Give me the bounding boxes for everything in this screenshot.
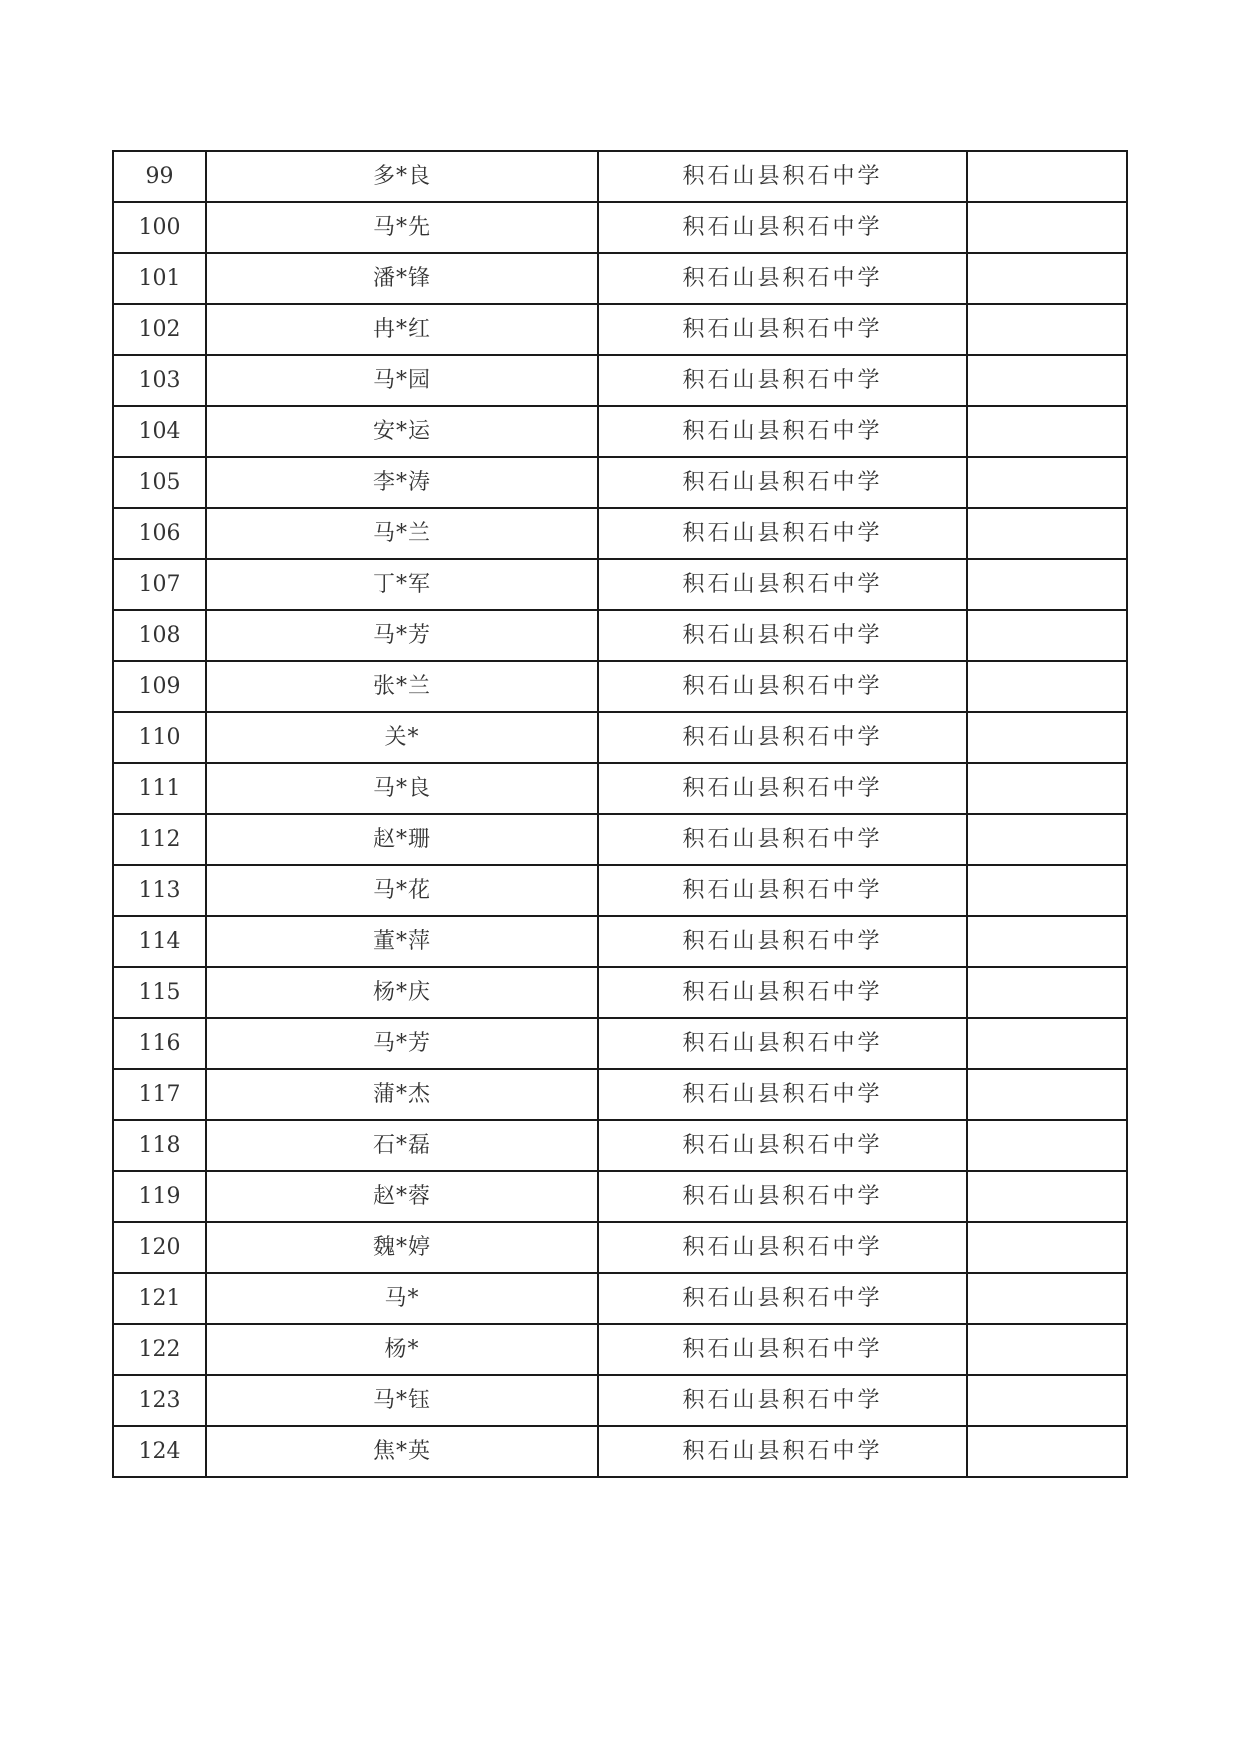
school-name-cell: 积石山县积石中学	[598, 457, 967, 508]
row-number-cell: 105	[113, 457, 206, 508]
table-row	[113, 1120, 1127, 1171]
row-number-cell: 121	[113, 1273, 206, 1324]
person-name-cell: 张*兰	[206, 661, 598, 712]
remarks-cell	[967, 1324, 1127, 1375]
school-name-cell: 积石山县积石中学	[598, 712, 967, 763]
row-number-cell: 124	[113, 1426, 206, 1477]
remarks-cell	[967, 661, 1127, 712]
table-row	[113, 457, 1127, 508]
remarks-cell	[967, 1222, 1127, 1273]
row-number-cell: 108	[113, 610, 206, 661]
school-name-cell: 积石山县积石中学	[598, 1171, 967, 1222]
row-number-cell: 106	[113, 508, 206, 559]
remarks-cell	[967, 1375, 1127, 1426]
table-row	[113, 304, 1127, 355]
remarks-cell	[967, 253, 1127, 304]
school-name-cell: 积石山县积石中学	[598, 916, 967, 967]
person-name-cell: 石*磊	[206, 1120, 598, 1171]
remarks-cell	[967, 1069, 1127, 1120]
person-name-cell: 杨*	[206, 1324, 598, 1375]
school-name-cell: 积石山县积石中学	[598, 610, 967, 661]
person-name-cell: 马*良	[206, 763, 598, 814]
row-number-cell: 111	[113, 763, 206, 814]
school-name-cell: 积石山县积石中学	[598, 1375, 967, 1426]
school-name-cell: 积石山县积石中学	[598, 1324, 967, 1375]
table-row	[113, 151, 1127, 202]
row-number-cell: 123	[113, 1375, 206, 1426]
table-row	[113, 1018, 1127, 1069]
table-row	[113, 202, 1127, 253]
school-name-cell: 积石山县积石中学	[598, 253, 967, 304]
table-row	[113, 1222, 1127, 1273]
remarks-cell	[967, 916, 1127, 967]
remarks-cell	[967, 967, 1127, 1018]
table-row	[113, 1273, 1127, 1324]
school-name-cell: 积石山县积石中学	[598, 508, 967, 559]
remarks-cell	[967, 151, 1127, 202]
row-number-cell: 107	[113, 559, 206, 610]
person-name-cell: 马*园	[206, 355, 598, 406]
row-number-cell: 117	[113, 1069, 206, 1120]
row-number-cell: 99	[113, 151, 206, 202]
person-name-cell: 魏*婷	[206, 1222, 598, 1273]
table-row	[113, 1426, 1127, 1477]
table-row	[113, 610, 1127, 661]
school-name-cell: 积石山县积石中学	[598, 559, 967, 610]
row-number-cell: 114	[113, 916, 206, 967]
school-name-cell: 积石山县积石中学	[598, 1120, 967, 1171]
row-number-cell: 104	[113, 406, 206, 457]
row-number-cell: 112	[113, 814, 206, 865]
row-number-cell: 122	[113, 1324, 206, 1375]
remarks-cell	[967, 1426, 1127, 1477]
row-number-cell: 119	[113, 1171, 206, 1222]
table-row	[113, 865, 1127, 916]
row-number-cell: 115	[113, 967, 206, 1018]
remarks-cell	[967, 559, 1127, 610]
roster-table-body	[113, 151, 1127, 1477]
person-name-cell: 冉*红	[206, 304, 598, 355]
table-row	[113, 406, 1127, 457]
remarks-cell	[967, 814, 1127, 865]
row-number-cell: 103	[113, 355, 206, 406]
person-name-cell: 马*钰	[206, 1375, 598, 1426]
table-row	[113, 1324, 1127, 1375]
table-row	[113, 712, 1127, 763]
school-name-cell: 积石山县积石中学	[598, 355, 967, 406]
school-name-cell: 积石山县积石中学	[598, 763, 967, 814]
person-name-cell: 马*兰	[206, 508, 598, 559]
person-name-cell: 多*良	[206, 151, 598, 202]
person-name-cell: 潘*锋	[206, 253, 598, 304]
remarks-cell	[967, 610, 1127, 661]
person-name-cell: 马*芳	[206, 1018, 598, 1069]
row-number-cell: 110	[113, 712, 206, 763]
person-name-cell: 董*萍	[206, 916, 598, 967]
table-row	[113, 967, 1127, 1018]
school-name-cell: 积石山县积石中学	[598, 1222, 967, 1273]
row-number-cell: 100	[113, 202, 206, 253]
remarks-cell	[967, 1171, 1127, 1222]
table-row	[113, 1375, 1127, 1426]
row-number-cell: 113	[113, 865, 206, 916]
person-name-cell: 关*	[206, 712, 598, 763]
remarks-cell	[967, 1018, 1127, 1069]
person-name-cell: 赵*蓉	[206, 1171, 598, 1222]
remarks-cell	[967, 508, 1127, 559]
remarks-cell	[967, 1273, 1127, 1324]
school-name-cell: 积石山县积石中学	[598, 1018, 967, 1069]
person-name-cell: 赵*珊	[206, 814, 598, 865]
person-name-cell: 蒲*杰	[206, 1069, 598, 1120]
remarks-cell	[967, 865, 1127, 916]
remarks-cell	[967, 763, 1127, 814]
table-row	[113, 661, 1127, 712]
table-row	[113, 253, 1127, 304]
table-row	[113, 355, 1127, 406]
person-name-cell: 焦*英	[206, 1426, 598, 1477]
person-name-cell: 丁*军	[206, 559, 598, 610]
person-name-cell: 马*	[206, 1273, 598, 1324]
table-row	[113, 559, 1127, 610]
school-name-cell: 积石山县积石中学	[598, 202, 967, 253]
school-name-cell: 积石山县积石中学	[598, 814, 967, 865]
row-number-cell: 109	[113, 661, 206, 712]
table-row	[113, 916, 1127, 967]
remarks-cell	[967, 202, 1127, 253]
school-name-cell: 积石山县积石中学	[598, 967, 967, 1018]
row-number-cell: 120	[113, 1222, 206, 1273]
table-row	[113, 1171, 1127, 1222]
table-row	[113, 508, 1127, 559]
school-name-cell: 积石山县积石中学	[598, 1069, 967, 1120]
school-name-cell: 积石山县积石中学	[598, 1426, 967, 1477]
row-number-cell: 102	[113, 304, 206, 355]
school-name-cell: 积石山县积石中学	[598, 304, 967, 355]
school-name-cell: 积石山县积石中学	[598, 151, 967, 202]
person-name-cell: 马*花	[206, 865, 598, 916]
remarks-cell	[967, 1120, 1127, 1171]
school-name-cell: 积石山县积石中学	[598, 661, 967, 712]
table-row	[113, 814, 1127, 865]
table-row	[113, 763, 1127, 814]
school-name-cell: 积石山县积石中学	[598, 1273, 967, 1324]
person-name-cell: 马*芳	[206, 610, 598, 661]
remarks-cell	[967, 457, 1127, 508]
school-name-cell: 积石山县积石中学	[598, 865, 967, 916]
person-name-cell: 李*涛	[206, 457, 598, 508]
remarks-cell	[967, 355, 1127, 406]
roster-table	[112, 150, 1128, 1478]
row-number-cell: 118	[113, 1120, 206, 1171]
table-row	[113, 1069, 1127, 1120]
row-number-cell: 116	[113, 1018, 206, 1069]
remarks-cell	[967, 712, 1127, 763]
person-name-cell: 马*先	[206, 202, 598, 253]
remarks-cell	[967, 304, 1127, 355]
person-name-cell: 杨*庆	[206, 967, 598, 1018]
row-number-cell: 101	[113, 253, 206, 304]
school-name-cell: 积石山县积石中学	[598, 406, 967, 457]
person-name-cell: 安*运	[206, 406, 598, 457]
remarks-cell	[967, 406, 1127, 457]
